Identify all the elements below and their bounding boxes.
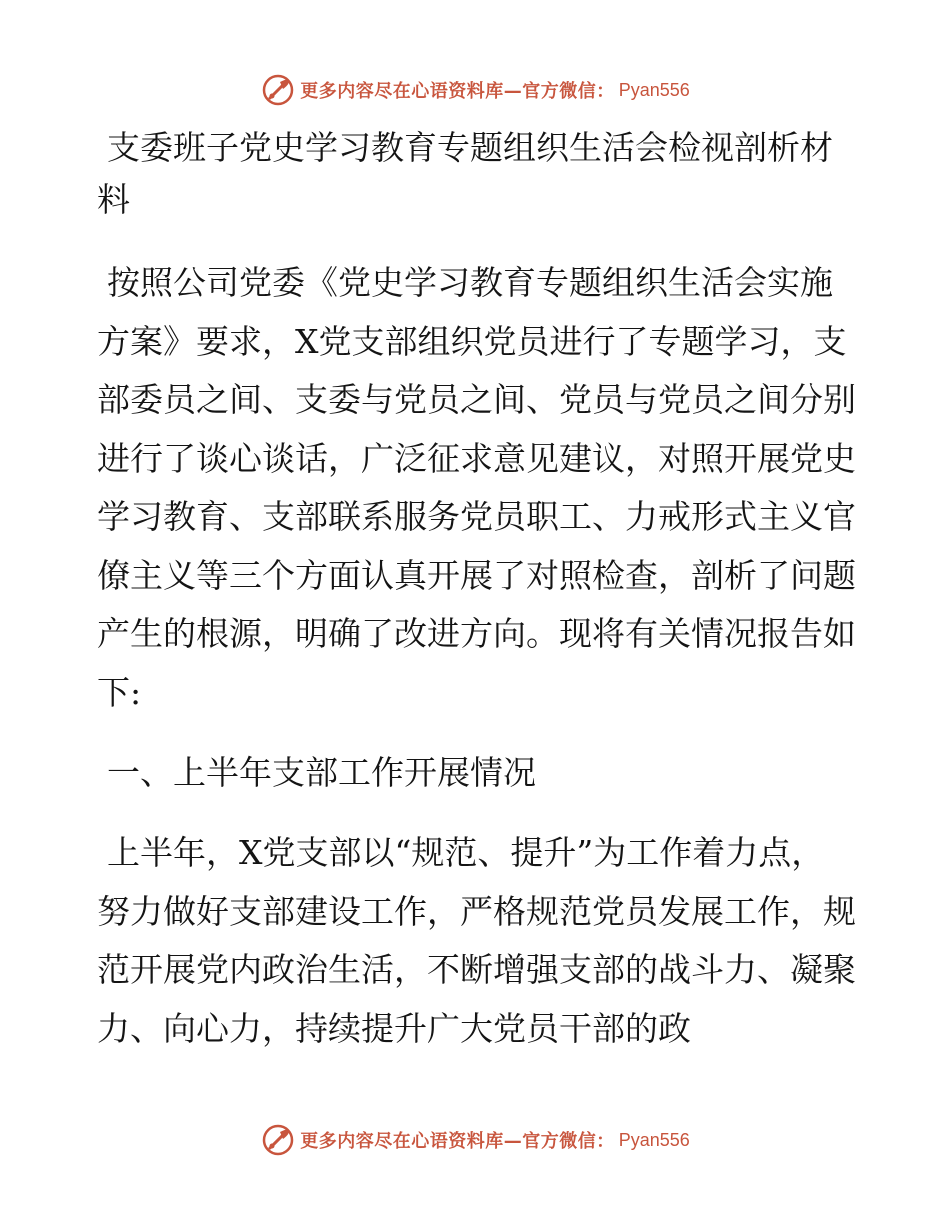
document-title: 支委班子党史学习教育专题组织生活会检视剖析材料 [97,128,833,219]
footer-wechat-id: Pyan556 [618,1129,690,1150]
footer-banner-text: 更多内容尽在心语资料库—官方微信： [300,1131,615,1152]
section-paragraph: 上半年，X党支部以“规范、提升”为工作着力点，努力做好支部建设工作，严格规范党员发展工作，规范开展党内政治生活，不断增强支部的战斗力、凝聚力、向心力，持续提升广大党员干部的政 [97,833,856,1048]
header-wechat-id: Pyan556 [618,79,690,100]
quill-logo-icon [260,72,296,108]
header-banner-text: 更多内容尽在心语资料库—官方微信： [300,81,615,102]
header-watermark-banner [0,70,950,110]
footer-watermark-banner [0,1120,950,1160]
quill-logo-icon [260,1122,296,1158]
section-heading: 一、上半年支部工作开展情况 [107,753,536,792]
document-body [97,122,857,1058]
intro-paragraph: 按照公司党委《党史学习教育专题组织生活会实施方案》要求，X党支部组织党员进行了专题学习，支部委员之间、支委与党员之间、党员与党员之间分别进行了谈心谈话，广泛征求意见建议，对照开展党史学习教育、支部联系服务党员职工、力戒形式主义官僚主义等三个方面认真开展了对照检查，剖析了问题产生的根源，明确了改进方向。现将有关情况报告如下: [97,263,856,712]
